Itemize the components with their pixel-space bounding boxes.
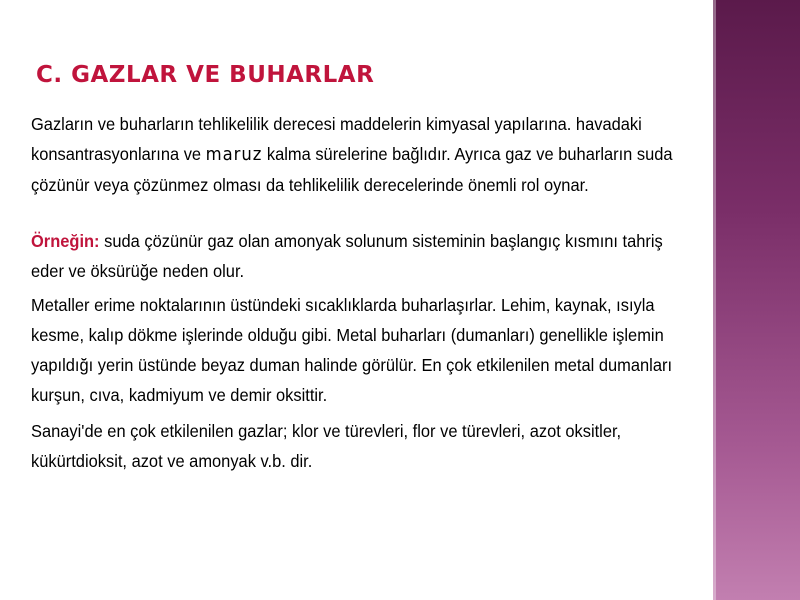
side-decoration-band: [713, 0, 800, 600]
example-text: suda çözünür gaz olan amonyak solunum sisteminin başlangıç kısmını tahriş eder ve öksürüğe neden olur.: [31, 231, 663, 281]
paragraph-intro-text-1: Gazların ve buharların tehlikelilik derecesi maddelerin kimyasal yapılarına. havadaki konsantrasyonlarına ve: [31, 114, 642, 164]
example-label: Örneğin:: [31, 231, 100, 251]
paragraph-intro-text-2: kalma sürelerine bağlıdır. Ayrıca gaz ve buharların suda çözünür veya çözünmez olması da tehlikelilik derecelerinde önemli rol oynar.: [31, 144, 673, 195]
paragraph-metals: Metaller erime noktalarının üstündeki sıcaklıklarda buharlaşırlar. Lehim, kaynak, ısıyla kesme, kalıp dökme işlerinde olduğu gibi. Metal buharları (dumanları) genellikle işlemin yapıldığı yerin üstünde beyaz duman halinde görülür. En çok etkilenilen metal dumanları kurşun, cıva, kadmiyum ve demir oksittir.: [31, 295, 673, 405]
slide-title: C. GAZLAR VE BUHARLAR: [36, 62, 375, 88]
paragraph-example: [31, 226, 698, 286]
paragraph-intro: [31, 109, 698, 200]
paragraph-industry-gases: Sanayi'de en çok etkilenilen gazlar; klor ve türevleri, flor ve türevleri, azot oksitler, kükürtdioksit, azot ve amonyak v.b. dir.: [31, 421, 622, 471]
slide-body: [31, 109, 699, 476]
paragraph-intro-emphasis: maruz: [205, 145, 263, 165]
